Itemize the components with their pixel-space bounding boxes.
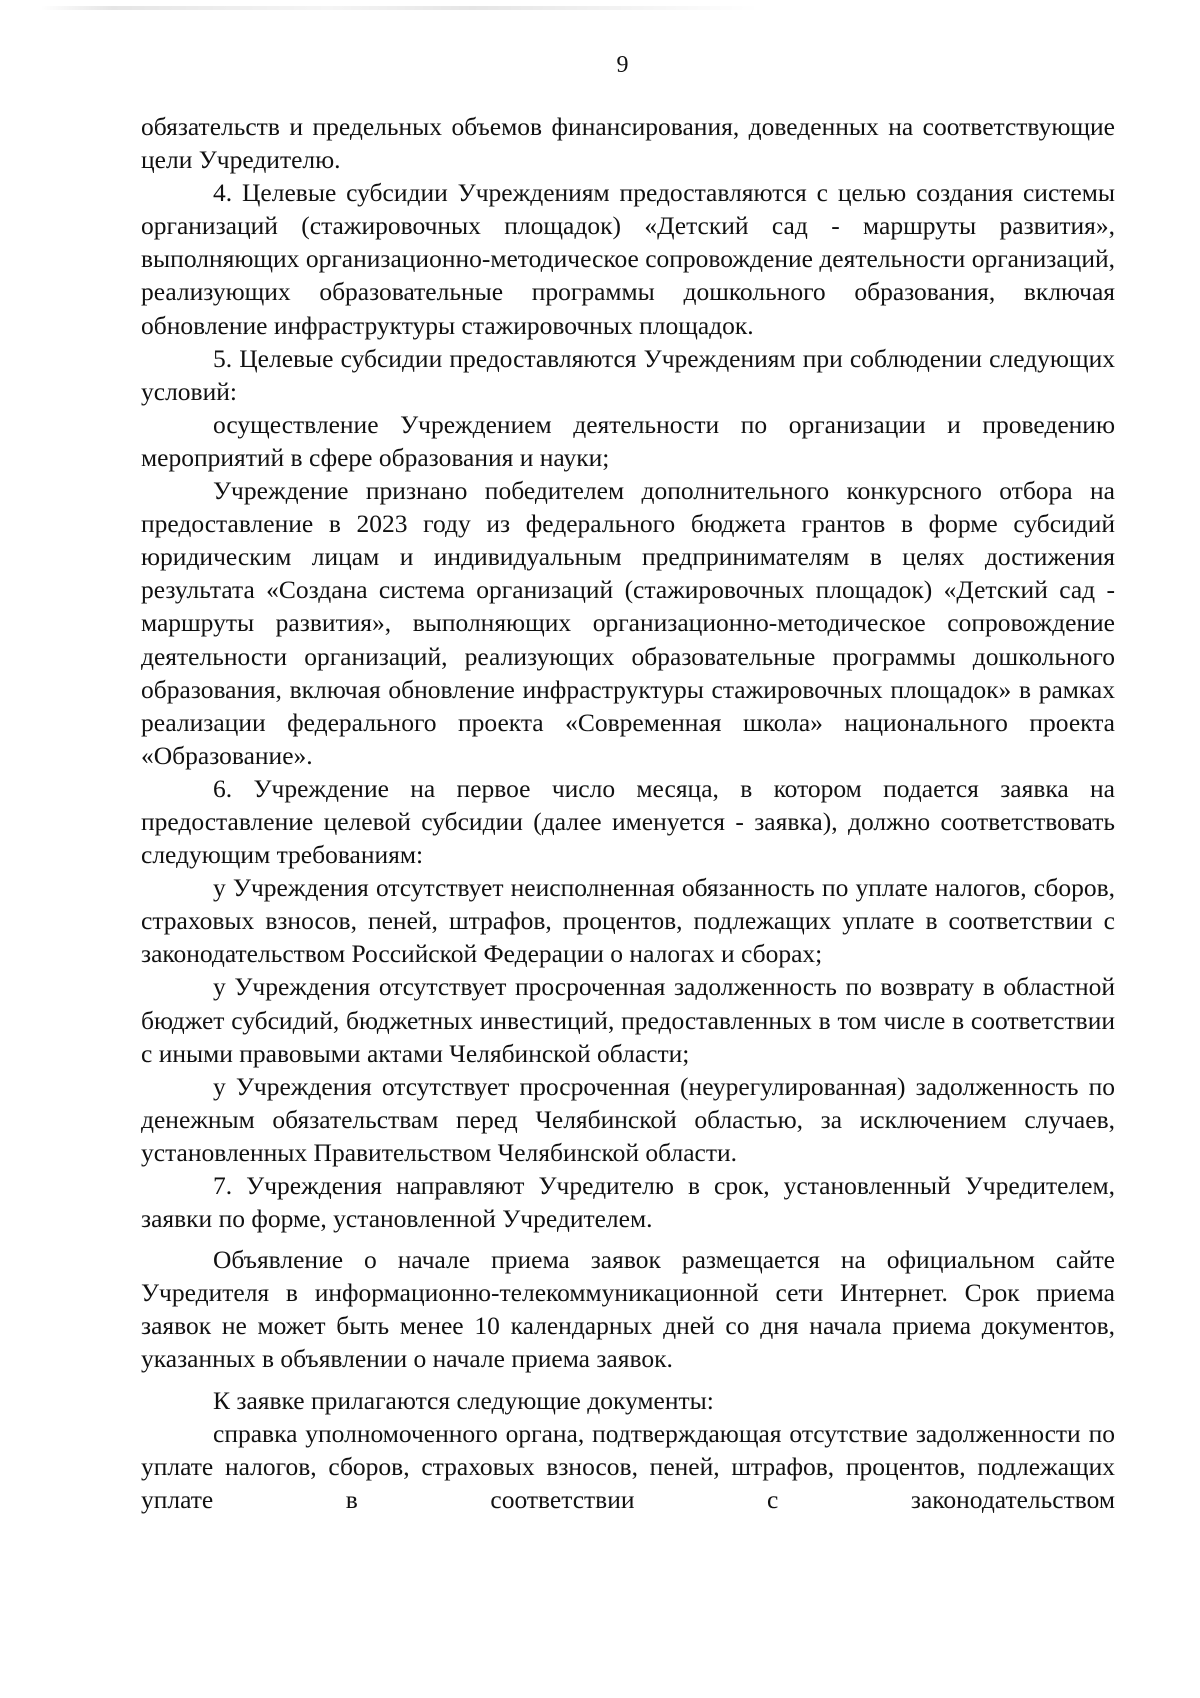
paragraph-condition-1: осуществление Учреждением деятельности по организации и проведению мероприятий в сфере образования и науки; bbox=[141, 409, 1115, 472]
paragraph-attachment-1: справка уполномоченного органа, подтверждающая отсутствие задолженности по уплате налогов, сборов, страховых взносов, пеней, штрафов, процентов, подлежащих уплате в соответствии с законодательством bbox=[141, 1418, 1115, 1514]
scan-artifact bbox=[40, 6, 760, 10]
paragraph-continuation: обязательств и предельных объемов финансирования, доведенных на соответствующие цели Учредителю. bbox=[141, 112, 1115, 175]
paragraph-condition-2: Учреждение признано победителем дополнительного конкурсного отбора на предоставление в 2023 году из федерального бюджета грантов в форме субсидий юридическим лицам и индивидуальным предпринимателям в целях достижения результата «Создана система организаций (стажировочных площадок) «Детский сад - маршруты развития», выполняющих организационно-методическое сопровождение деятельности организаций, реализующих образовательные программы дошкольного образования, включая обновление инфраструктуры стажировочных площадок» в рамках реализации федерального проекта «Современная школа» национального проекта «Образование». bbox=[141, 476, 1115, 770]
paragraph-requirement-3: у Учреждения отсутствует просроченная (неурегулированная) задолженность по денежным обязательствам перед Челябинской областью, за исключением случаев, установленных Правительством Челябинской области. bbox=[141, 1071, 1115, 1167]
paragraph-attachments-intro: К заявке прилагаются следующие документы: bbox=[213, 1385, 714, 1415]
paragraph-item-5: 5. Целевые субсидии предоставляются Учреждениям при соблюдении следующих условий: bbox=[141, 343, 1115, 406]
document-body bbox=[141, 110, 1115, 1516]
paragraph-requirement-2: у Учреждения отсутствует просроченная задолженность по возврату в областной бюджет субсидий, бюджетных инвестиций, предоставленных в том числе в соответствии с иными правовыми актами Челябинской области; bbox=[141, 972, 1115, 1068]
paragraph-item-7: 7. Учреждения направляют Учредителю в срок, установленный Учредителем, заявки по форме, установленной Учредителем. bbox=[141, 1171, 1115, 1234]
paragraph-announcement: Объявление о начале приема заявок размещается на официальном сайте Учредителя в информационно-телекоммуникационной сети Интернет. Срок приема заявок не может быть менее 10 календарных дней со дня начала приема документов, указанных в объявлении о начале приема заявок. bbox=[141, 1245, 1115, 1374]
page-number: 9 bbox=[616, 52, 629, 78]
paragraph-requirement-1: у Учреждения отсутствует неисполненная обязанность по уплате налогов, сборов, страховых взносов, пеней, штрафов, процентов, подлежащих уплате в соответствии с законодательством Российской Федерации о налогах и сборах; bbox=[141, 873, 1115, 969]
paragraph-item-6: 6. Учреждение на первое число месяца, в котором подается заявка на предоставление целевой субсидии (далее именуется - заявка), должно соответствовать следующим требованиям: bbox=[141, 773, 1115, 870]
paragraph-item-4: 4. Целевые субсидии Учреждениям предоставляются с целью создания системы организаций (стажировочных площадок) «Детский сад - маршруты развития», выполняющих организационно-методическое сопровождение деятельности организаций, реализующих образовательные программы дошкольного образования, включая обновление инфраструктуры стажировочных площадок. bbox=[141, 178, 1115, 340]
